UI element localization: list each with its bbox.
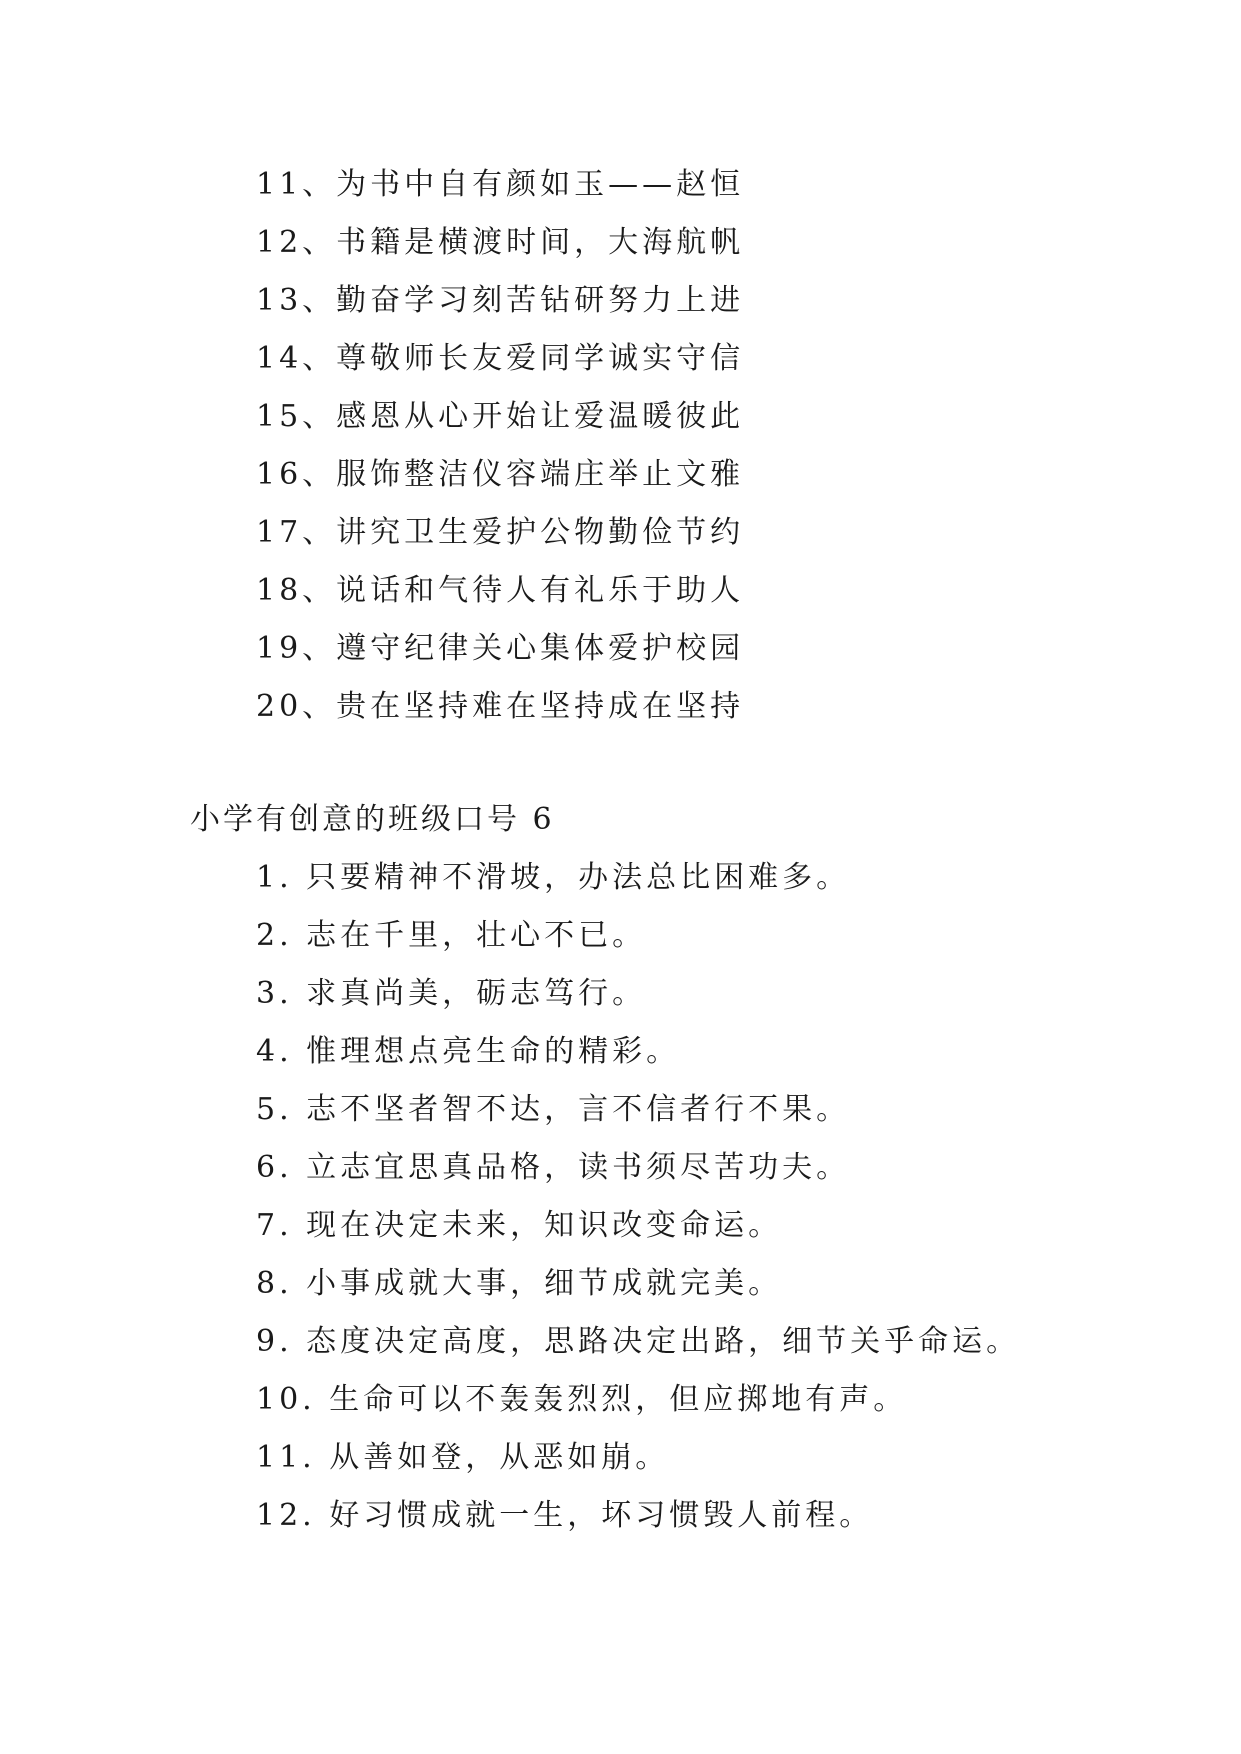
list-item: 5. 志不坚者智不达，言不信者行不果。 <box>256 1092 851 1127</box>
list-item: 3. 求真尚美，砺志笃行。 <box>256 976 647 1011</box>
section-heading: 小学有创意的班级口号 6 <box>190 802 555 837</box>
list-item: 19、遵守纪律关心集体爱护校园 <box>256 631 745 666</box>
list-item: 11、为书中自有颜如玉——赵恒 <box>256 167 745 202</box>
list-item: 10. 生命可以不轰轰烈烈，但应掷地有声。 <box>256 1382 908 1417</box>
list-item: 15、感恩从心开始让爱温暖彼此 <box>256 399 745 434</box>
list-item: 6. 立志宜思真品格，读书须尽苦功夫。 <box>256 1150 851 1185</box>
list-item: 12. 好习惯成就一生，坏习惯毁人前程。 <box>256 1498 874 1533</box>
list-item: 9. 态度决定高度，思路决定出路，细节关乎命运。 <box>256 1324 1021 1359</box>
list-item: 8. 小事成就大事，细节成就完美。 <box>256 1266 783 1301</box>
list-item: 12、书籍是横渡时间，大海航帆 <box>256 225 745 260</box>
list-item: 7. 现在决定未来，知识改变命运。 <box>256 1208 783 1243</box>
list-item: 17、讲究卫生爱护公物勤俭节约 <box>256 515 745 550</box>
list-item: 1. 只要精神不滑坡，办法总比困难多。 <box>256 860 851 895</box>
list-item: 20、贵在坚持难在坚持成在坚持 <box>256 689 745 724</box>
list-item: 11. 从善如登，从恶如崩。 <box>256 1440 670 1475</box>
list-item: 18、说话和气待人有礼乐于助人 <box>256 573 745 608</box>
list-item: 14、尊敬师长友爱同学诚实守信 <box>256 341 745 376</box>
list-item: 13、勤奋学习刻苦钻研努力上进 <box>256 283 745 318</box>
list-item: 16、服饰整洁仪容端庄举止文雅 <box>256 457 745 492</box>
list-item: 2. 志在千里，壮心不已。 <box>256 918 647 953</box>
list-item: 4. 惟理想点亮生命的精彩。 <box>256 1034 681 1069</box>
